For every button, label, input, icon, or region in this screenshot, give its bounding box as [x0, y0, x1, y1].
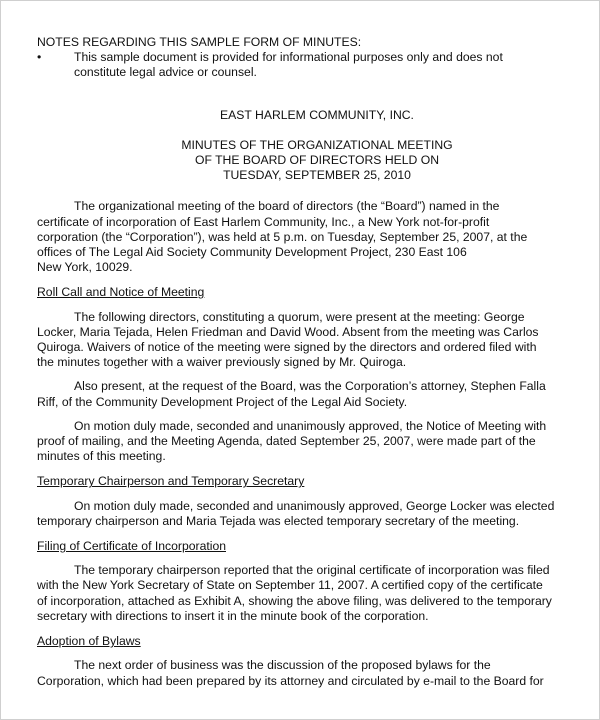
section-heading-bylaws: Adoption of Bylaws — [37, 634, 141, 649]
notes-title: NOTES REGARDING THIS SAMPLE FORM OF MINUTES: — [37, 35, 362, 49]
section-heading-filing: Filing of Certificate of Incorporation — [37, 539, 226, 554]
notes-bullet-item — [37, 50, 597, 80]
notice-paragraph: On motion duly made, seconded and unanimously approved, the Notice of Meeting with proof of mailing, and the Meeting Agenda, dated September 25, 2007, were made part of the minutes of this meeting. — [37, 418, 547, 464]
bullet-icon: • — [37, 50, 42, 65]
section-heading-temporary-chair: Temporary Chairperson and Temporary Secretary — [37, 474, 305, 489]
bylaws-paragraph: The next order of business was the discussion of the proposed bylaws for the Corporation, which had been prepared by its attorney and circulated by e-mail to the Board for — [37, 658, 544, 688]
intro-paragraph: The organizational meeting of the board of directors (the “Board”) named in the certificate of incorporation of East Harlem Community, Inc., a New York not-for-profit corporation (the “Corporation”), was held at 5 p.m. on Tuesday, September 25, 2007, at the offices of The Legal Aid Society Community Development Project, 230 East 106 New York, 10029. — [37, 199, 528, 275]
notes-line: constitute legal advice or counsel. — [74, 65, 257, 80]
section-heading-roll-call: Roll Call and Notice of Meeting — [37, 285, 205, 300]
attorney-paragraph: Also present, at the request of the Board, was the Corporation’s attorney, Stephen Falla Riff, of the Community Development Project of the Legal Aid Society. — [37, 379, 546, 409]
notes-line: This sample document is provided for informational purposes only and does not — [74, 50, 503, 65]
minutes-title-line: TUESDAY, SEPTEMBER 25, 2010 — [223, 168, 411, 183]
filing-paragraph: The temporary chairperson reported that the original certificate of incorporation was filed with the New York Secretary of State on September 11, 2007. A certified copy of the certificate of incorporation, attached as Exhibit A, showing the above filing, was delivered to the temporary secretary with directions to insert it in the minute book of the corporation. — [37, 563, 552, 623]
minutes-title-line: OF THE BOARD OF DIRECTORS HELD ON — [194, 153, 439, 168]
minutes-title — [37, 138, 597, 184]
temporary-chair-paragraph: On motion duly made, seconded and unanimously approved, George Locker was elected temporary chairperson and Maria Tejada was elected temporary secretary of the meeting. — [37, 498, 555, 528]
roll-call-paragraph: The following directors, constituting a quorum, were present at the meeting: George Locker, Maria Tejada, Helen Friedman and David Wood. Absent from the meeting was Carlos Quiroga. Waivers of notice of the meeting were signed by the directors and ordered filed with the minutes together with a waiver previously signed by Mr. Quiroga. — [37, 309, 539, 370]
organization-name: EAST HARLEM COMMUNITY, INC. — [220, 107, 414, 122]
document-body — [37, 33, 597, 689]
minutes-title-line: MINUTES OF THE ORGANIZATIONAL MEETING — [181, 137, 453, 152]
